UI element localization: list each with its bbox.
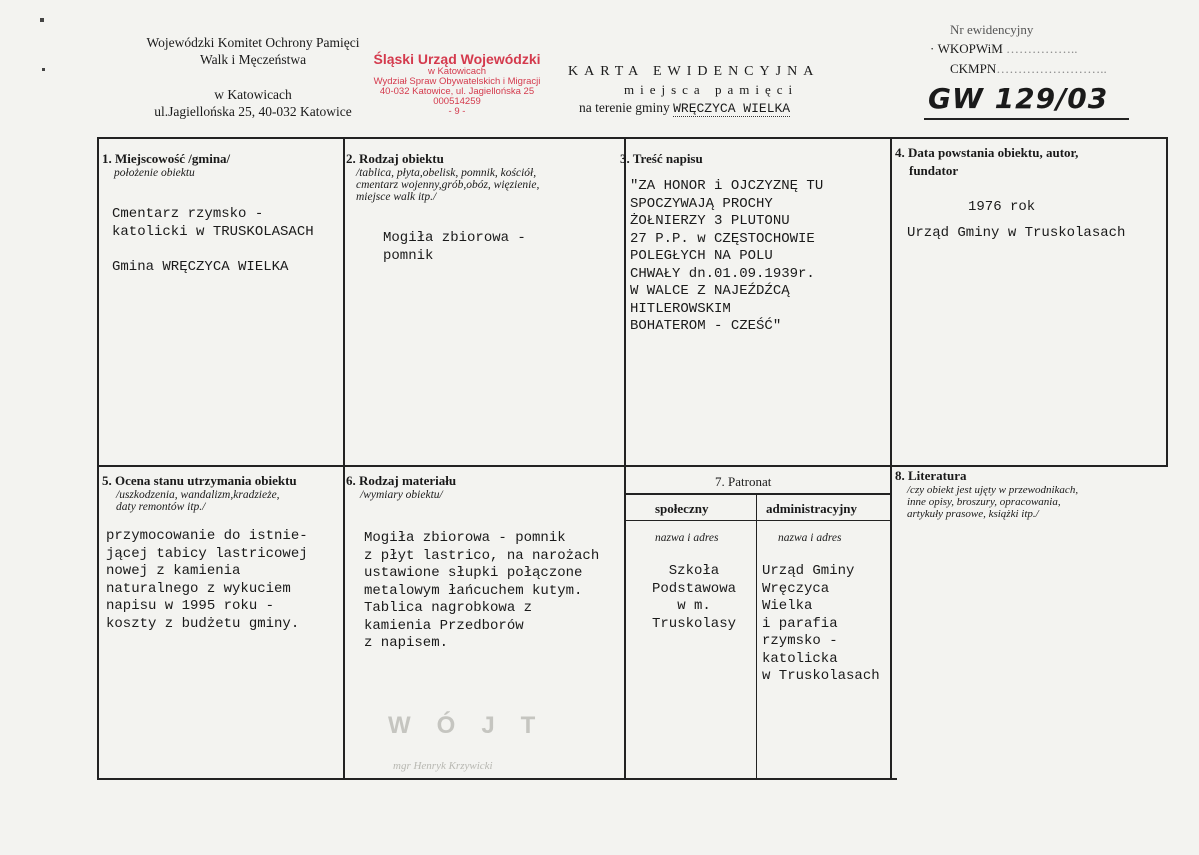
committee-line-1: Wojewódzki Komitet Ochrony Pamięci — [146, 35, 360, 50]
section-material-sub: /wymiary obiektu/ — [360, 489, 443, 501]
stamp-line-1: w Katowicach — [427, 66, 487, 77]
condition-value: przymocowanie do istnie- jącej tabicy lastricowej nowej z kamienia naturalnego z wykuciem napisu w 1995 roku - koszty z budżetu gminy. — [106, 528, 308, 632]
stamp-title: Śląski Urząd Wojewódzki — [373, 51, 541, 67]
committee-line-3: w Katowicach — [214, 87, 292, 102]
inscription-value: "ZA HONOR i OJCZYZNĘ TU SPOCZYWAJĄ PROCHY ŻOŁNIERZY 3 PLUTONU 27 P.P. w CZĘSTOCHOWIE POLEGŁYCH NA POLU CHWAŁY dn.01.09.1939r. W WALCE Z NAJEŹDŹCĄ HITLEROWSKIM BOHATEROM - CZEŚĆ" — [630, 178, 824, 334]
section-location-sub: położenie obiektu — [114, 167, 195, 179]
section-date-author-label2: fundator — [909, 163, 959, 178]
committee-line-4: ul.Jagiellońska 25, 40-032 Katowice — [154, 104, 352, 119]
section-date-author — [895, 145, 1160, 179]
material-value: Mogiła zbiorowa - pomnik z płyt lastrico, na narożach ustawione słupki połączone metalowym łańcuchem kutym. Tablica nagrobkowa z kamienia Przedborów z napisem. — [364, 530, 600, 651]
handwritten-underline — [924, 118, 1129, 120]
stamp-line-5: - 9 - — [448, 106, 466, 117]
section-literature-label: 8. Literatura — [895, 468, 967, 483]
card-subtitle: miejsca pamięci — [624, 82, 799, 97]
margin-mark — [40, 18, 44, 22]
section-material-label: 6. Rodzaj materiału — [346, 473, 457, 488]
section-inscription-label: 3. Treść napisu — [620, 151, 703, 166]
area-row — [579, 100, 790, 118]
registry-label: Nr ewidencyjny — [950, 22, 1034, 37]
margin-mark — [42, 68, 45, 71]
section-location-label: 1. Miejscowość /gmina/ — [102, 151, 231, 166]
handwritten-number: GW 129/03 — [928, 82, 1109, 115]
section-object-type-label: 2. Rodzaj obiektu — [346, 151, 444, 166]
stamp-line-4: 000514259 — [433, 96, 481, 107]
office-stamp — [352, 51, 562, 117]
ckmpn-row: CKMPN…………………….. — [950, 61, 1107, 76]
location-value: Cmentarz rzymsko - katolicki w TRUSKOLASACH Gmina WRĘCZYCA WIELKA — [112, 206, 314, 275]
patronage-social-header: społeczny — [655, 501, 709, 516]
founder-value: Urząd Gminy w Truskolasach — [907, 225, 1126, 241]
section-location — [102, 151, 340, 179]
area-label: na terenie gminy — [579, 100, 670, 115]
creation-date: 1976 rok — [968, 199, 1036, 215]
stamp-line-2: Wydział Spraw Obywatelskich i Migracji — [373, 76, 541, 87]
section-material — [346, 473, 622, 501]
wojt-stamp-name: mgr Henryk Krzywicki — [393, 760, 493, 772]
section-condition — [102, 473, 342, 513]
section-condition-label: 5. Ocena stanu utrzymania obiektu — [102, 473, 297, 488]
section-date-author-label: 4. Data powstania obiektu, autor, — [895, 145, 1079, 160]
patronage-social-sub: nazwa i adres — [655, 532, 719, 544]
committee-header — [118, 34, 388, 120]
object-type-value: Mogiła zbiorowa - pomnik — [383, 230, 526, 264]
section-object-type-sub: /tablica, płyta,obelisk, pomnik, kościół, cmentarz wojenny,grób,obóz, więzienie, miejsce walk itp./ — [356, 167, 540, 203]
stamp-line-3: 40-032 Katowice, ul. Jagiellońska 25 — [379, 86, 535, 97]
patronage-admin-sub: nazwa i adres — [778, 532, 842, 544]
section-literature-sub: /czy obiekt jest ujęty w przewodnikach, inne opisy, broszury, opracowania, artykuły prasowe, książki itp./ — [907, 484, 1079, 520]
patronage-admin-header: administracyjny — [766, 501, 857, 516]
wkopwim-label: WKOPWiM — [937, 41, 1003, 56]
section-condition-sub: /uszkodzenia, wandalizm,kradzieże, daty remontów itp./ — [116, 489, 280, 513]
patronage-admin-value: Urząd Gminy Wręczyca Wielka i parafia rzymsko - katolicka w Truskolasach — [762, 563, 880, 684]
committee-line-2: Walk i Męczeństwa — [199, 52, 307, 67]
patronage-social-value: Szkoła Podstawowa w m. Truskolasy — [651, 563, 736, 632]
section-literature — [895, 468, 1165, 520]
card-title: KARTA EWIDENCYJNA — [568, 64, 820, 79]
wojt-stamp-word: WÓJT — [388, 712, 562, 739]
ckmpn-label: CKMPN — [950, 61, 997, 76]
committee-spacer — [118, 68, 388, 86]
section-object-type — [346, 151, 622, 203]
area-value: WRĘCZYCA WIELKA — [673, 101, 791, 116]
wkopwim-row: · WKOPWiM …………….. — [930, 41, 1078, 56]
section-patronage-label: 7. Patronat — [715, 474, 772, 489]
